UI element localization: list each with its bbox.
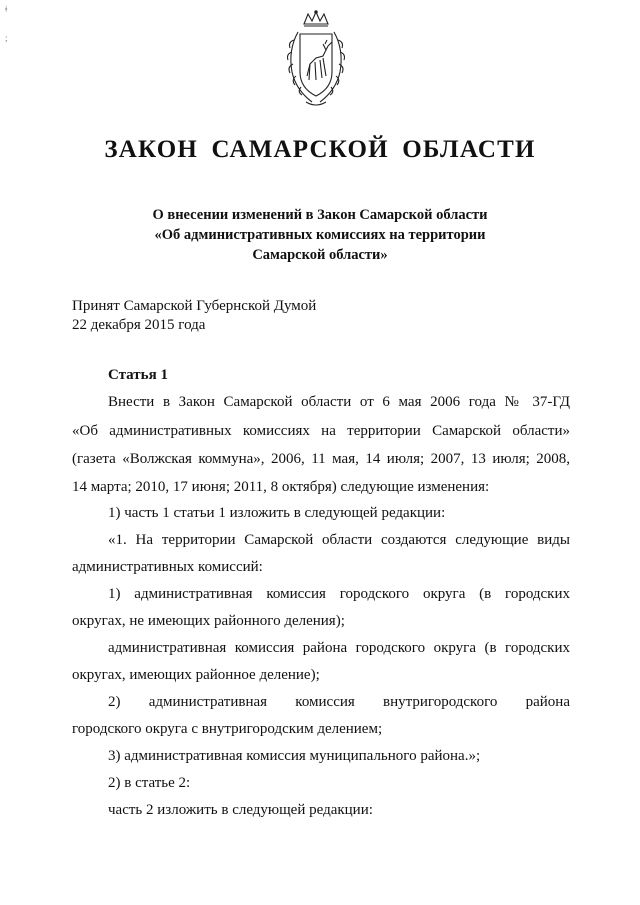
law-subtitle: [0, 205, 640, 265]
adoption-block: [72, 297, 316, 335]
article-text-line: (газета «Волжская коммуна», 2006, 11 мая, 14 июля; 2007, 13 июля; 2008,: [72, 451, 570, 467]
list-item: 2) административная комиссия внутригородского района: [108, 694, 570, 710]
subtitle-line: О внесении изменений в Закон Самарской области: [152, 207, 488, 223]
list-item-continuation: округах, имеющих районное деление);: [72, 667, 320, 683]
adoption-body: Принят Самарской Губернской Думой: [72, 298, 317, 314]
list-item: 1) часть 1 статьи 1 изложить в следующей редакции:: [108, 505, 446, 521]
quoted-text-line: «1. На территории Самарской области создаются следующие виды: [108, 532, 570, 548]
adoption-date: 22 декабря 2015 года: [72, 317, 206, 333]
article-text-line: Внести в Закон Самарской области от 6 мая 2006 года № 37-ГД: [108, 394, 570, 410]
quoted-text-line: административных комиссий:: [72, 559, 263, 575]
article-text-line: «Об административных комиссиях на территории Самарской области»: [72, 423, 570, 439]
margin-mark: ;: [5, 33, 8, 43]
list-item: 3) административная комиссия муниципального района.»;: [108, 748, 481, 764]
list-item: 1) административная комиссия городского округа (в городских: [108, 586, 570, 602]
law-title: ЗАКОН САМАРСКОЙ ОБЛАСТИ: [104, 136, 536, 163]
subtitle-line: «Об административных комиссиях на территории: [154, 227, 486, 243]
samara-coat-of-arms-icon: [282, 10, 350, 110]
list-item: часть 2 изложить в следующей редакции:: [108, 802, 373, 818]
list-item-continuation: округах, не имеющих районного деления);: [72, 613, 345, 629]
article-text-line: 14 марта; 2010, 17 июня; 2011, 8 октября) следующие изменения:: [72, 479, 490, 495]
list-item-continuation: городского округа с внутригородским делением;: [72, 721, 383, 737]
margin-mark: ǂ: [5, 4, 8, 14]
article-heading: Статья 1: [108, 367, 168, 383]
subtitle-line: Самарской области»: [252, 247, 388, 263]
list-item: 2) в статье 2:: [108, 775, 191, 791]
list-item: административная комиссия района городского округа (в городских: [108, 640, 570, 656]
